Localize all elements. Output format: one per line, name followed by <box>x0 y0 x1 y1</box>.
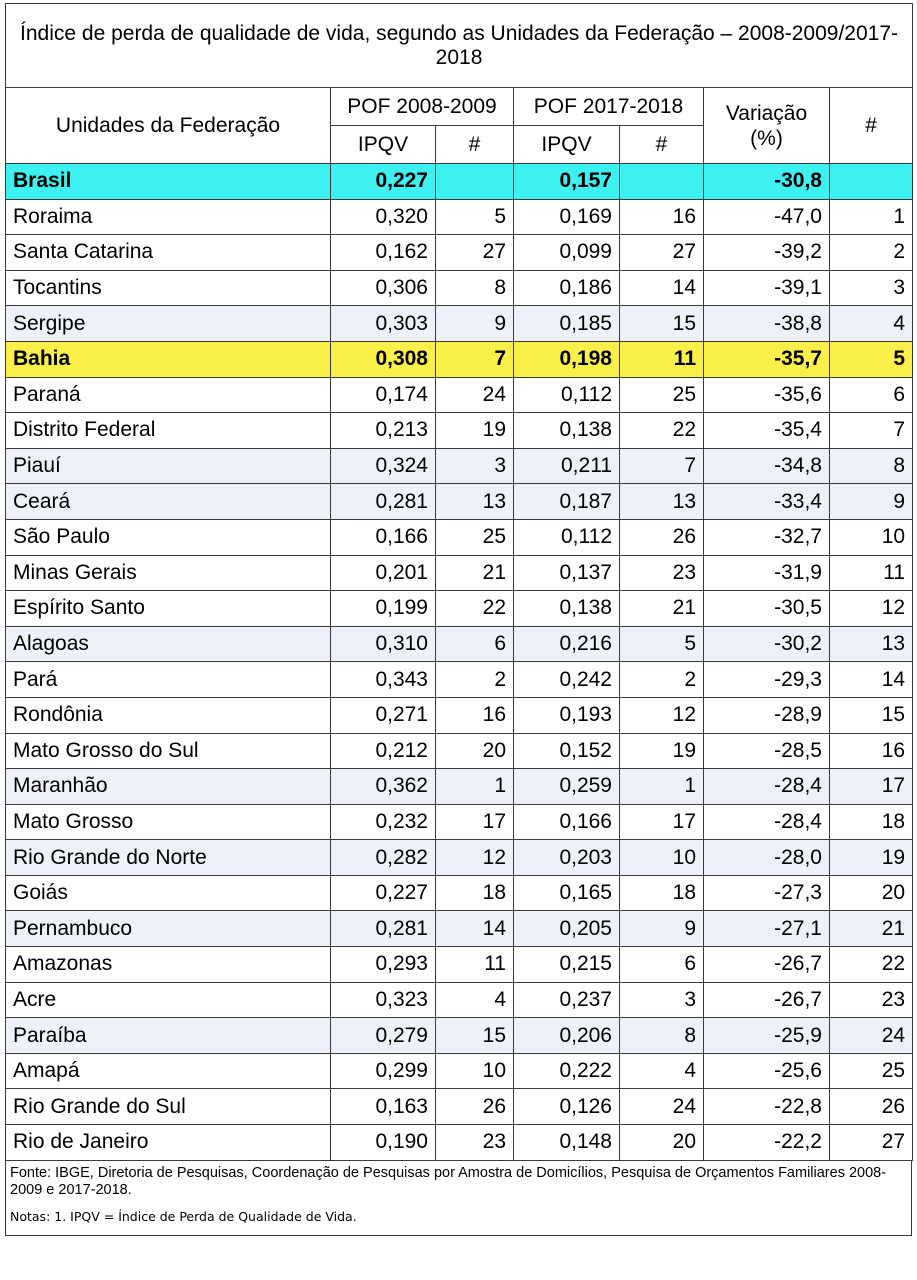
cell-ipqv-2017: 0,099 <box>514 235 620 271</box>
header-ipqv-2017: IPQV <box>514 126 620 164</box>
cell-ipqv-2017: 0,198 <box>514 341 620 377</box>
table-row <box>6 413 913 449</box>
cell-ipqv-2017: 0,157 <box>514 164 620 200</box>
cell-name: Alagoas <box>6 626 331 662</box>
cell-rank-2008: 7 <box>436 341 514 377</box>
cell-rank-2008: 24 <box>436 377 514 413</box>
cell-rank: 8 <box>830 448 913 484</box>
cell-ipqv-2017: 0,165 <box>514 875 620 911</box>
cell-ipqv-2008: 0,281 <box>331 484 436 520</box>
cell-ipqv-2017: 0,185 <box>514 306 620 342</box>
cell-rank-2008: 21 <box>436 555 514 591</box>
cell-rank-2008: 27 <box>436 235 514 271</box>
cell-ipqv-2008: 0,324 <box>331 448 436 484</box>
cell-ipqv-2017: 0,112 <box>514 519 620 555</box>
cell-rank-2017 <box>620 164 704 200</box>
table-body <box>6 164 913 1161</box>
cell-ipqv-2017: 0,193 <box>514 697 620 733</box>
cell-rank-2017: 21 <box>620 591 704 627</box>
cell-name: Espírito Santo <box>6 591 331 627</box>
table-row <box>6 840 913 876</box>
table-row <box>6 1089 913 1125</box>
cell-ipqv-2017: 0,222 <box>514 1053 620 1089</box>
cell-name: Brasil <box>6 164 331 200</box>
table-row <box>6 804 913 840</box>
cell-variacao: -29,3 <box>704 662 830 698</box>
table-row <box>6 199 913 235</box>
cell-variacao: -30,8 <box>704 164 830 200</box>
cell-rank: 22 <box>830 947 913 983</box>
cell-rank: 13 <box>830 626 913 662</box>
cell-ipqv-2008: 0,227 <box>331 875 436 911</box>
cell-ipqv-2008: 0,227 <box>331 164 436 200</box>
cell-ipqv-2008: 0,282 <box>331 840 436 876</box>
table-row <box>6 306 913 342</box>
cell-variacao: -30,2 <box>704 626 830 662</box>
cell-variacao: -27,3 <box>704 875 830 911</box>
cell-rank-2017: 1 <box>620 769 704 805</box>
cell-rank-2008: 22 <box>436 591 514 627</box>
cell-rank-2017: 20 <box>620 1125 704 1161</box>
cell-rank-2008: 19 <box>436 413 514 449</box>
cell-rank: 1 <box>830 199 913 235</box>
cell-name: Rio Grande do Sul <box>6 1089 331 1125</box>
cell-ipqv-2008: 0,293 <box>331 947 436 983</box>
cell-ipqv-2008: 0,362 <box>331 769 436 805</box>
cell-variacao: -35,6 <box>704 377 830 413</box>
cell-rank-2017: 4 <box>620 1053 704 1089</box>
cell-rank: 24 <box>830 1018 913 1054</box>
cell-ipqv-2017: 0,242 <box>514 662 620 698</box>
cell-ipqv-2017: 0,187 <box>514 484 620 520</box>
cell-rank-2017: 13 <box>620 484 704 520</box>
cell-rank-2017: 18 <box>620 875 704 911</box>
cell-variacao: -38,8 <box>704 306 830 342</box>
cell-rank: 20 <box>830 875 913 911</box>
cell-rank-2017: 9 <box>620 911 704 947</box>
cell-ipqv-2008: 0,174 <box>331 377 436 413</box>
cell-rank-2017: 27 <box>620 235 704 271</box>
cell-rank-2017: 22 <box>620 413 704 449</box>
cell-name: Mato Grosso <box>6 804 331 840</box>
header-rank-2008: # <box>436 126 514 164</box>
cell-name: Maranhão <box>6 769 331 805</box>
cell-ipqv-2017: 0,203 <box>514 840 620 876</box>
cell-rank-2017: 25 <box>620 377 704 413</box>
cell-variacao: -26,7 <box>704 982 830 1018</box>
cell-rank-2017: 14 <box>620 270 704 306</box>
cell-rank-2008: 16 <box>436 697 514 733</box>
cell-rank-2008: 18 <box>436 875 514 911</box>
cell-rank: 19 <box>830 840 913 876</box>
cell-name: Piauí <box>6 448 331 484</box>
cell-variacao: -39,2 <box>704 235 830 271</box>
table-row <box>6 235 913 271</box>
cell-ipqv-2017: 0,205 <box>514 911 620 947</box>
cell-variacao: -28,5 <box>704 733 830 769</box>
header-pof-2017-2018: POF 2017-2018 <box>514 88 704 126</box>
cell-rank: 9 <box>830 484 913 520</box>
cell-ipqv-2008: 0,310 <box>331 626 436 662</box>
table-row-brasil <box>6 164 913 200</box>
cell-rank: 7 <box>830 413 913 449</box>
cell-variacao: -26,7 <box>704 947 830 983</box>
cell-variacao: -22,2 <box>704 1125 830 1161</box>
cell-rank-2017: 8 <box>620 1018 704 1054</box>
cell-variacao: -25,6 <box>704 1053 830 1089</box>
header-pof-2008-2009: POF 2008-2009 <box>331 88 514 126</box>
cell-variacao: -28,4 <box>704 804 830 840</box>
cell-rank: 6 <box>830 377 913 413</box>
table-row <box>6 1053 913 1089</box>
table-row <box>6 448 913 484</box>
cell-ipqv-2008: 0,299 <box>331 1053 436 1089</box>
cell-rank-2008: 20 <box>436 733 514 769</box>
cell-rank-2017: 6 <box>620 947 704 983</box>
cell-rank-2008: 9 <box>436 306 514 342</box>
cell-name: Acre <box>6 982 331 1018</box>
cell-name: Tocantins <box>6 270 331 306</box>
cell-rank-2008: 23 <box>436 1125 514 1161</box>
cell-ipqv-2017: 0,211 <box>514 448 620 484</box>
cell-rank-2017: 7 <box>620 448 704 484</box>
cell-rank: 17 <box>830 769 913 805</box>
cell-ipqv-2017: 0,206 <box>514 1018 620 1054</box>
cell-rank-2017: 5 <box>620 626 704 662</box>
cell-variacao: -35,7 <box>704 341 830 377</box>
table-row <box>6 1125 913 1161</box>
cell-ipqv-2008: 0,163 <box>331 1089 436 1125</box>
table-row <box>6 270 913 306</box>
cell-rank-2017: 23 <box>620 555 704 591</box>
cell-rank-2008: 13 <box>436 484 514 520</box>
table-row <box>6 662 913 698</box>
cell-rank-2017: 24 <box>620 1089 704 1125</box>
cell-variacao: -28,4 <box>704 769 830 805</box>
cell-name: Mato Grosso do Sul <box>6 733 331 769</box>
cell-variacao: -35,4 <box>704 413 830 449</box>
cell-rank-2008: 3 <box>436 448 514 484</box>
cell-rank: 16 <box>830 733 913 769</box>
cell-name: Pernambuco <box>6 911 331 947</box>
cell-ipqv-2017: 0,148 <box>514 1125 620 1161</box>
cell-rank-2008: 8 <box>436 270 514 306</box>
cell-rank-2008: 25 <box>436 519 514 555</box>
cell-rank-2008: 1 <box>436 769 514 805</box>
cell-ipqv-2008: 0,213 <box>331 413 436 449</box>
cell-ipqv-2008: 0,190 <box>331 1125 436 1161</box>
cell-ipqv-2008: 0,232 <box>331 804 436 840</box>
cell-ipqv-2017: 0,186 <box>514 270 620 306</box>
cell-rank-2008: 11 <box>436 947 514 983</box>
cell-variacao: -33,4 <box>704 484 830 520</box>
cell-variacao: -34,8 <box>704 448 830 484</box>
table-row <box>6 555 913 591</box>
table-row <box>6 484 913 520</box>
cell-name: Sergipe <box>6 306 331 342</box>
cell-rank: 18 <box>830 804 913 840</box>
table-row <box>6 947 913 983</box>
cell-rank: 15 <box>830 697 913 733</box>
cell-rank-2008 <box>436 164 514 200</box>
table-figure <box>5 3 912 1236</box>
notes: Notas: 1. IPQV = Índice de Perda de Qualidade de Vida. <box>10 1208 357 1224</box>
cell-ipqv-2017: 0,152 <box>514 733 620 769</box>
cell-name: Rondônia <box>6 697 331 733</box>
cell-rank: 21 <box>830 911 913 947</box>
cell-ipqv-2017: 0,237 <box>514 982 620 1018</box>
cell-name: Bahia <box>6 341 331 377</box>
cell-rank: 2 <box>830 235 913 271</box>
cell-ipqv-2017: 0,138 <box>514 413 620 449</box>
cell-rank-2017: 11 <box>620 341 704 377</box>
cell-rank-2008: 4 <box>436 982 514 1018</box>
cell-variacao: -22,8 <box>704 1089 830 1125</box>
cell-ipqv-2008: 0,308 <box>331 341 436 377</box>
cell-rank-2008: 12 <box>436 840 514 876</box>
cell-rank: 10 <box>830 519 913 555</box>
cell-ipqv-2008: 0,306 <box>331 270 436 306</box>
cell-rank-2017: 12 <box>620 697 704 733</box>
cell-rank-2017: 3 <box>620 982 704 1018</box>
cell-name: Rio Grande do Norte <box>6 840 331 876</box>
header-rank-2017: # <box>620 126 704 164</box>
cell-rank-2008: 26 <box>436 1089 514 1125</box>
table-row <box>6 591 913 627</box>
cell-ipqv-2017: 0,216 <box>514 626 620 662</box>
cell-ipqv-2017: 0,169 <box>514 199 620 235</box>
cell-rank-2017: 19 <box>620 733 704 769</box>
cell-ipqv-2017: 0,112 <box>514 377 620 413</box>
cell-ipqv-2017: 0,138 <box>514 591 620 627</box>
cell-rank-2017: 10 <box>620 840 704 876</box>
table-row <box>6 519 913 555</box>
table-row <box>6 697 913 733</box>
cell-rank: 12 <box>830 591 913 627</box>
cell-variacao: -28,0 <box>704 840 830 876</box>
cell-ipqv-2017: 0,259 <box>514 769 620 805</box>
cell-name: Pará <box>6 662 331 698</box>
cell-rank: 14 <box>830 662 913 698</box>
cell-ipqv-2008: 0,212 <box>331 733 436 769</box>
cell-rank-2017: 16 <box>620 199 704 235</box>
cell-ipqv-2008: 0,323 <box>331 982 436 1018</box>
cell-ipqv-2017: 0,137 <box>514 555 620 591</box>
cell-rank: 23 <box>830 982 913 1018</box>
table-row <box>6 341 913 377</box>
table-row <box>6 911 913 947</box>
cell-name: Roraima <box>6 199 331 235</box>
cell-rank-2017: 17 <box>620 804 704 840</box>
cell-name: Minas Gerais <box>6 555 331 591</box>
cell-ipqv-2008: 0,279 <box>331 1018 436 1054</box>
table-row <box>6 982 913 1018</box>
cell-rank: 11 <box>830 555 913 591</box>
cell-name: Rio de Janeiro <box>6 1125 331 1161</box>
cell-name: Amazonas <box>6 947 331 983</box>
cell-rank-2008: 6 <box>436 626 514 662</box>
table-row <box>6 733 913 769</box>
table-row <box>6 875 913 911</box>
cell-variacao: -31,9 <box>704 555 830 591</box>
cell-ipqv-2008: 0,281 <box>331 911 436 947</box>
cell-rank: 4 <box>830 306 913 342</box>
cell-name: São Paulo <box>6 519 331 555</box>
cell-variacao: -30,5 <box>704 591 830 627</box>
cell-rank: 26 <box>830 1089 913 1125</box>
cell-name: Distrito Federal <box>6 413 331 449</box>
cell-ipqv-2008: 0,199 <box>331 591 436 627</box>
table-row <box>6 769 913 805</box>
cell-ipqv-2017: 0,166 <box>514 804 620 840</box>
cell-variacao: -27,1 <box>704 911 830 947</box>
cell-rank: 3 <box>830 270 913 306</box>
cell-ipqv-2008: 0,166 <box>331 519 436 555</box>
cell-ipqv-2008: 0,271 <box>331 697 436 733</box>
cell-variacao: -47,0 <box>704 199 830 235</box>
cell-name: Goiás <box>6 875 331 911</box>
cell-name: Amapá <box>6 1053 331 1089</box>
cell-name: Santa Catarina <box>6 235 331 271</box>
cell-variacao: -32,7 <box>704 519 830 555</box>
source-note: Fonte: IBGE, Diretoria de Pesquisas, Coordenação de Pesquisas por Amostra de Domicílios, Pesquisa de Orçamentos Familiares 2008-2009 e 2017-2018. <box>10 1164 887 1198</box>
cell-variacao: -39,1 <box>704 270 830 306</box>
cell-rank-2008: 17 <box>436 804 514 840</box>
cell-ipqv-2008: 0,320 <box>331 199 436 235</box>
cell-variacao: -25,9 <box>704 1018 830 1054</box>
table-row <box>6 1018 913 1054</box>
cell-rank-2017: 2 <box>620 662 704 698</box>
cell-ipqv-2008: 0,343 <box>331 662 436 698</box>
cell-rank-2008: 14 <box>436 911 514 947</box>
table-row <box>6 377 913 413</box>
cell-ipqv-2008: 0,162 <box>331 235 436 271</box>
table-title: Índice de perda de qualidade de vida, segundo as Unidades da Federação – 2008-2009/2017-2018 <box>6 4 913 88</box>
table-footer <box>5 1161 912 1236</box>
header-variacao: Variação (%) <box>704 88 830 164</box>
cell-rank-2008: 5 <box>436 199 514 235</box>
ipqv-table <box>5 3 913 1161</box>
table-row <box>6 626 913 662</box>
cell-rank-2017: 26 <box>620 519 704 555</box>
cell-ipqv-2008: 0,303 <box>331 306 436 342</box>
cell-rank-2008: 10 <box>436 1053 514 1089</box>
cell-rank-2008: 15 <box>436 1018 514 1054</box>
cell-ipqv-2017: 0,126 <box>514 1089 620 1125</box>
header-ipqv-2008: IPQV <box>331 126 436 164</box>
cell-rank: 25 <box>830 1053 913 1089</box>
cell-rank: 27 <box>830 1125 913 1161</box>
cell-ipqv-2008: 0,201 <box>331 555 436 591</box>
cell-variacao: -28,9 <box>704 697 830 733</box>
cell-rank-2017: 15 <box>620 306 704 342</box>
cell-ipqv-2017: 0,215 <box>514 947 620 983</box>
header-rank: # <box>830 88 913 164</box>
cell-rank: 5 <box>830 341 913 377</box>
cell-rank-2008: 2 <box>436 662 514 698</box>
cell-name: Paraná <box>6 377 331 413</box>
cell-rank <box>830 164 913 200</box>
cell-name: Paraíba <box>6 1018 331 1054</box>
cell-name: Ceará <box>6 484 331 520</box>
header-uf: Unidades da Federação <box>6 88 331 164</box>
